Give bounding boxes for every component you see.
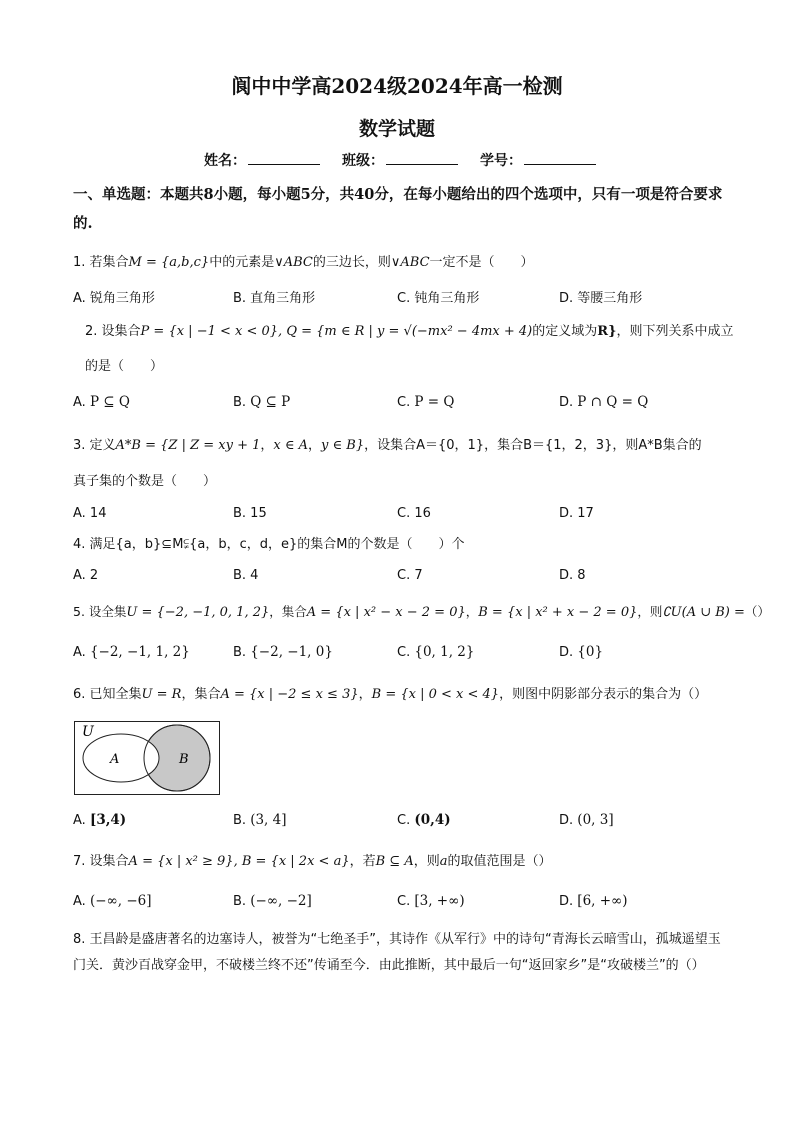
student-id-blank[interactable]: [524, 150, 596, 165]
name-label: 姓名：: [204, 153, 246, 169]
q5-math-b: B = {x | x² + x − 2 = 0}: [478, 605, 638, 620]
q2-option-a-text: P ⊆ Q: [89, 394, 130, 410]
question-7: [73, 850, 733, 874]
q4-option-a[interactable]: A. 2: [73, 568, 99, 583]
q6-option-d-letter: D.: [559, 813, 574, 828]
q7-option-c[interactable]: [397, 893, 465, 909]
q7-option-b[interactable]: [233, 893, 312, 909]
q5-stem-c: ，: [465, 604, 479, 619]
q3-stem-c: ，: [308, 438, 322, 453]
q1-stem-a: 1. 若集合: [73, 255, 129, 270]
student-id-label: 学号：: [480, 153, 522, 169]
q7-option-b-letter: B.: [233, 894, 247, 909]
q6-option-c-letter: C.: [397, 813, 411, 828]
q1-option-a[interactable]: A. 锐角三角形: [73, 291, 155, 306]
q2-stem-c: ，则下列关系中成立: [616, 324, 734, 339]
q7-stem-d: 的取值范围是（）: [447, 854, 552, 869]
q2-option-d-letter: D.: [559, 395, 574, 410]
name-blank[interactable]: [248, 150, 320, 165]
exam-title: 阆中中学高2024级2024年高一检测: [231, 74, 563, 98]
q5-option-b-text: {−2, −1, 0}: [250, 644, 333, 660]
q2-stem-a: 2. 设集合: [85, 324, 141, 339]
q7-math-subset: B ⊆ A: [375, 854, 414, 869]
q2-options: [73, 394, 733, 416]
q3-stem-d: ，设集合A＝{0，1}，集合B＝{1，2，3}，则A*B集合的: [364, 438, 702, 453]
q2-option-b-text: Q ⊆ P: [250, 394, 291, 410]
question-3: [73, 434, 733, 458]
q5-options: [73, 644, 733, 666]
q2-option-b[interactable]: [233, 394, 290, 410]
q1-math-set: M = {a,b,c}: [128, 255, 210, 270]
q3-option-a[interactable]: A. 14: [73, 506, 107, 521]
q5-stem-e: （）: [744, 604, 770, 619]
q3-option-b[interactable]: B. 15: [233, 506, 267, 521]
venn-label-a: A: [110, 752, 120, 767]
question-6: [73, 683, 733, 707]
q7-option-a-text: (−∞, −6]: [89, 893, 152, 909]
q3-math-y: y ∈ B}: [321, 438, 365, 453]
q7-option-b-text: (−∞, −2]: [250, 893, 312, 909]
q6-stem-a: 6. 已知全集: [73, 687, 142, 702]
q6-option-a-text: [3,4): [89, 812, 127, 828]
q1-option-c[interactable]: C. 钝角三角形: [397, 291, 480, 306]
q1-math-triangle-2: ∨ABC: [390, 255, 430, 270]
q1-option-b[interactable]: B. 直角三角形: [233, 291, 316, 306]
q2-option-d-text: P ∩ Q = Q: [577, 394, 649, 410]
q3-options: [73, 506, 733, 528]
q6-option-b-letter: B.: [233, 813, 247, 828]
q6-option-b-text: (3, 4]: [250, 812, 287, 828]
q7-option-a[interactable]: [73, 893, 152, 909]
q7-option-d[interactable]: [559, 893, 628, 909]
q5-option-b-letter: B.: [233, 645, 247, 660]
q1-math-triangle: ∨ABC: [274, 255, 313, 270]
q2-option-c-letter: C.: [397, 395, 411, 410]
q4-options: [73, 568, 733, 590]
q3-option-c[interactable]: C. 16: [397, 506, 431, 521]
q5-option-a-letter: A.: [73, 645, 86, 660]
q2-option-a-letter: A.: [73, 395, 86, 410]
q5-option-a[interactable]: [73, 644, 190, 660]
q7-option-c-text: [3, +∞): [414, 893, 465, 909]
q6-option-a-letter: A.: [73, 813, 86, 828]
q3-math-def: A*B = {Z | Z = xy + 1: [115, 438, 261, 453]
q5-option-d[interactable]: [559, 644, 603, 660]
exam-subtitle: 数学试题: [358, 118, 435, 140]
q4-option-d[interactable]: D. 8: [559, 568, 586, 583]
q1-stem-d: 一定不是（ ）: [429, 255, 534, 270]
student-info-row: [204, 150, 596, 170]
q6-options: [73, 812, 733, 834]
q1-stem-c: 的三边长，则: [312, 255, 391, 270]
q2-option-b-letter: B.: [233, 395, 247, 410]
q1-stem-b: 中的元素是: [209, 255, 275, 270]
q7-math-sets: A = {x | x² ≥ 9}, B = {x | 2x < a}: [128, 854, 350, 869]
q6-option-d-text: (0, 3]: [577, 812, 614, 828]
q7-stem-c: ，则: [413, 854, 440, 869]
q5-stem-b: ，集合: [269, 604, 307, 619]
venn-label-u: U: [82, 724, 94, 740]
q7-option-a-letter: A.: [73, 894, 86, 909]
name-field[interactable]: [204, 150, 320, 170]
venn-circle-a: [83, 734, 159, 782]
q2-option-d[interactable]: [559, 394, 648, 410]
q2-stem-b: 的定义域为: [532, 324, 598, 339]
q7-stem-a: 7. 设集合: [73, 854, 129, 869]
question-5: [73, 600, 770, 625]
question-4: 4. 满足{a，b}⊆M⫋{a，b，c，d，e}的集合M的个数是（ ）个: [73, 537, 465, 552]
q4-option-b[interactable]: B. 4: [233, 568, 259, 583]
venn-diagram: [74, 721, 220, 795]
q5-math-complement: ∁U(A ∪ B) =: [662, 605, 745, 620]
q2-math-r: R}: [597, 324, 617, 339]
q7-option-c-letter: C.: [397, 894, 411, 909]
section-heading: 一、单选题：本题共8小题，每小题5分，共40分，在每小题给出的四个选项中，只有一项是符合要求的.: [73, 186, 723, 232]
q2-option-c-text: P = Q: [414, 394, 455, 410]
question-8: 8. 王昌龄是盛唐著名的边塞诗人，被誉为“七绝圣手”，其诗作《从军行》中的诗句“青海长云暗雪山，孤城遥望玉门关．黄沙百战穿金甲，不破楼兰终不还”传诵至今．由此推断，其中最后一句“返回家乡”是“攻破楼兰”的（）: [73, 932, 721, 973]
q5-option-a-text: {−2, −1, 1, 2}: [89, 644, 190, 660]
class-field[interactable]: [342, 150, 458, 170]
q6-math-u: U = R: [141, 687, 182, 702]
class-blank[interactable]: [386, 150, 458, 165]
q3-math-x: x ∈ A: [273, 438, 309, 453]
q6-option-d[interactable]: [559, 812, 614, 828]
q1-options: [73, 287, 733, 309]
q5-option-c-text: {0, 1, 2}: [414, 644, 475, 660]
q7-math-a: a: [439, 854, 448, 869]
question-2: [85, 320, 745, 344]
q3-stem-line2: 真子集的个数是（ ）: [73, 474, 217, 489]
student-id-field[interactable]: [480, 150, 596, 170]
q6-math-a: A = {x | −2 ≤ x ≤ 3}: [220, 687, 359, 702]
q6-stem-b: ，集合: [181, 687, 221, 702]
q2-option-c[interactable]: [397, 394, 454, 410]
q6-stem-d: ，则图中阴影部分表示的集合为（）: [499, 687, 708, 702]
q3-option-d[interactable]: D. 17: [559, 506, 594, 521]
q7-option-d-letter: D.: [559, 894, 574, 909]
q5-option-d-letter: D.: [559, 645, 574, 660]
q6-option-c-text: (0,4): [414, 812, 451, 828]
class-label: 班级：: [342, 153, 384, 169]
q3-stem-a: 3. 定义: [73, 438, 116, 453]
q6-math-b: B = {x | 0 < x < 4}: [371, 687, 500, 702]
q6-stem-c: ，: [358, 687, 372, 702]
q2-option-a[interactable]: [73, 394, 130, 410]
q7-options: [73, 893, 733, 915]
question-1: [73, 251, 733, 275]
q5-stem-d: ，则: [637, 604, 663, 619]
q5-option-c[interactable]: [397, 644, 474, 660]
q6-option-a[interactable]: [73, 812, 126, 828]
q3-stem-b: ，: [260, 438, 274, 453]
q5-math-u: U = {−2, −1, 0, 1, 2}: [126, 605, 270, 620]
q5-option-d-text: {0}: [577, 644, 604, 660]
q5-math-a: A = {x | x² − x − 2 = 0}: [306, 605, 466, 620]
q7-stem-b: ，若: [349, 854, 376, 869]
venn-label-b: B: [179, 752, 189, 767]
q5-stem-a: 5. 设全集: [73, 604, 127, 619]
q6-option-c[interactable]: [397, 812, 451, 828]
q1-option-d[interactable]: D. 等腰三角形: [559, 291, 643, 306]
q7-option-d-text: [6, +∞): [577, 893, 628, 909]
q6-option-b[interactable]: [233, 812, 287, 828]
q5-option-b[interactable]: [233, 644, 333, 660]
q5-option-c-letter: C.: [397, 645, 411, 660]
q2-stem-line2: 的是（ ）: [85, 359, 164, 374]
q2-math-sets: P = {x | −1 < x < 0}, Q = {m ∈ R | y = √(−mx² − 4mx + 4): [140, 324, 533, 339]
q4-option-c[interactable]: C. 7: [397, 568, 423, 583]
